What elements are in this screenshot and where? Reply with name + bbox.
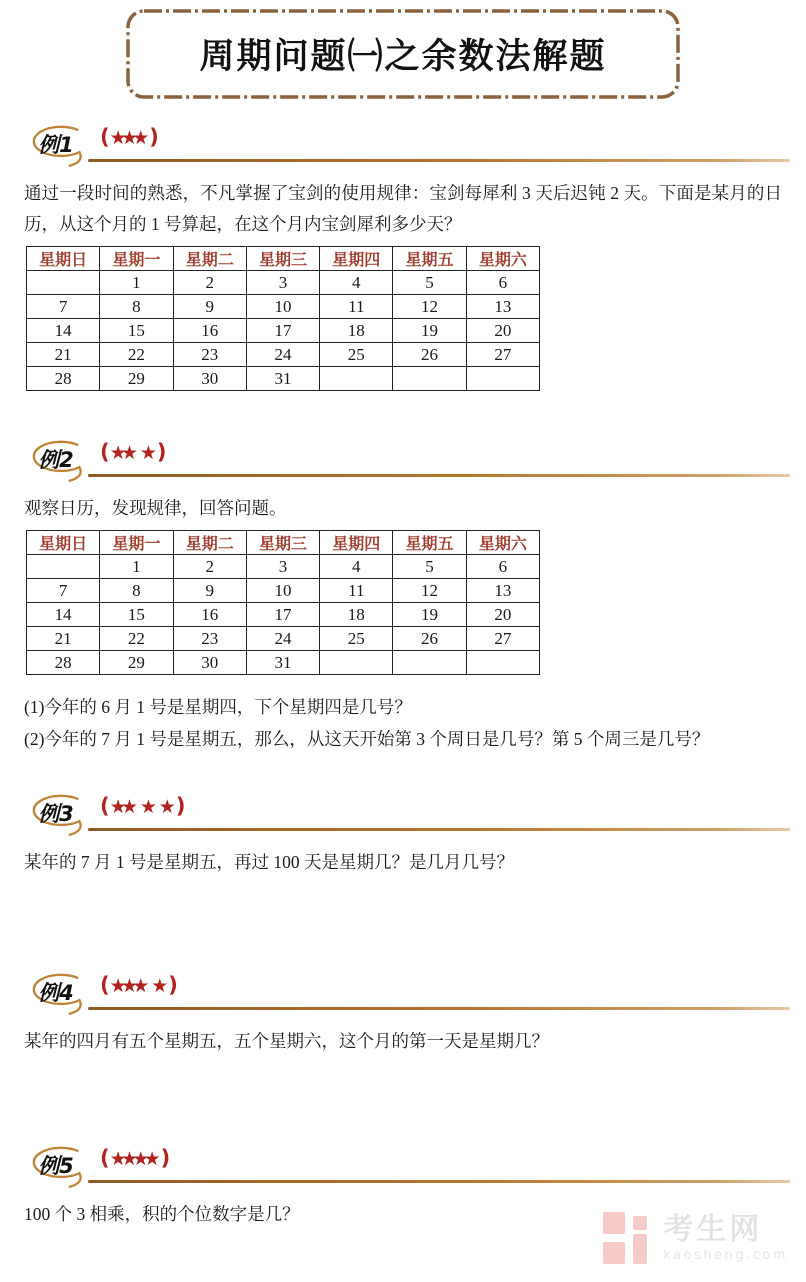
- calendar-cell: 4: [320, 555, 393, 579]
- page-title: 周期问题㈠之余数法解题: [199, 37, 607, 77]
- calendar-cell: 29: [100, 651, 173, 675]
- star-icon: ★★★: [109, 127, 144, 149]
- calendar-cell: 6: [466, 271, 539, 295]
- calendar-cell: 28: [27, 367, 100, 391]
- section-example-3: [24, 791, 782, 878]
- question-list: [24, 691, 782, 755]
- calendar-cell: 10: [246, 579, 319, 603]
- calendar-cell: 17: [246, 319, 319, 343]
- example-label: 例2: [38, 448, 74, 472]
- example-1-heading: [24, 122, 782, 168]
- calendar-header-cell: 星期四: [320, 531, 393, 555]
- calendar-cell: 21: [27, 343, 100, 367]
- calendar-cell: 6: [466, 555, 539, 579]
- question-2: (2)今年的 7 月 1 号是星期五，那么，从这天开始第 3 个周日是几号？第 5 个周三是几号？: [24, 729, 710, 749]
- calendar-cell: 23: [173, 343, 246, 367]
- calendar-cell: 7: [27, 579, 100, 603]
- calendar-row: [27, 579, 540, 603]
- calendar-cell: 7: [27, 295, 100, 319]
- problem-text: 100 个 3 相乘，积的个位数字是几？: [24, 1204, 300, 1224]
- section-example-1: [24, 122, 782, 391]
- calendar-header-cell: 星期三: [246, 247, 319, 271]
- page-content: [0, 8, 806, 1230]
- title-box: [125, 8, 681, 100]
- calendar-row: [27, 271, 540, 295]
- star-icon: ★★★★: [109, 1148, 155, 1170]
- star-icon: ★: [139, 796, 152, 818]
- difficulty-rating: (★★ ★ ★ ): [100, 794, 186, 818]
- calendar-header-cell: 星期三: [246, 531, 319, 555]
- calendar-cell: 12: [393, 295, 466, 319]
- calendar-table: [26, 246, 540, 391]
- calendar-cell: 26: [393, 627, 466, 651]
- calendar-cell: 2: [173, 555, 246, 579]
- calendar-cell: 5: [393, 271, 466, 295]
- calendar-row: [27, 627, 540, 651]
- calendar-header-cell: 星期六: [466, 247, 539, 271]
- watermark-site-url: kaosheng.com: [663, 1248, 788, 1263]
- calendar-header-cell: 星期六: [466, 531, 539, 555]
- calendar-cell: 11: [320, 579, 393, 603]
- calendar-cell: 19: [393, 319, 466, 343]
- calendar-header-cell: 星期二: [173, 531, 246, 555]
- question-1: (1)今年的 6 月 1 号是星期四，下个星期四是几号？: [24, 697, 412, 717]
- calendar-header-cell: 星期日: [27, 531, 100, 555]
- calendar-cell: [27, 271, 100, 295]
- star-icon: ★: [158, 796, 171, 818]
- problem-text: 观察日历，发现规律，回答问题。: [24, 498, 287, 518]
- calendar-cell: 2: [173, 271, 246, 295]
- calendar-header-cell: 星期五: [393, 531, 466, 555]
- calendar-cell: 15: [100, 603, 173, 627]
- calendar-cell: 26: [393, 343, 466, 367]
- example-label: 例5: [38, 1154, 74, 1178]
- calendar-cell: 16: [173, 603, 246, 627]
- difficulty-rating: (★★★ ★ ): [100, 973, 178, 997]
- calendar-cell: 9: [173, 295, 246, 319]
- calendar-cell: 28: [27, 651, 100, 675]
- calendar-cell: 21: [27, 627, 100, 651]
- calendar-cell: 13: [466, 579, 539, 603]
- star-icon: ★★: [109, 442, 133, 464]
- calendar-cell: 24: [246, 343, 319, 367]
- calendar-cell: 24: [246, 627, 319, 651]
- calendar-cell: 25: [320, 343, 393, 367]
- star-icon: ★★★: [109, 975, 144, 997]
- calendar-cell: 29: [100, 367, 173, 391]
- example-label: 例1: [38, 133, 74, 157]
- worksheet-page: [0, 8, 806, 1282]
- calendar-cell: 20: [466, 603, 539, 627]
- example-label-bubble: [26, 970, 94, 1016]
- example-label: 例3: [38, 802, 74, 826]
- calendar-cell: 1: [100, 555, 173, 579]
- calendar-cell: 14: [27, 319, 100, 343]
- watermark-text: [663, 1213, 788, 1263]
- calendar-header-cell: 星期二: [173, 247, 246, 271]
- calendar-cell: 31: [246, 367, 319, 391]
- calendar-cell: 17: [246, 603, 319, 627]
- watermark-site-name: 考生网: [663, 1212, 763, 1247]
- section-rule: [88, 1180, 790, 1183]
- problem-text: 某年的 7 月 1 号是星期五，再过 100 天是星期几？是几月几号？: [24, 852, 514, 872]
- example-4-heading: [24, 970, 782, 1016]
- watermark: [603, 1210, 788, 1266]
- difficulty-rating: (★★ ★ ): [100, 440, 167, 464]
- calendar-row: [27, 295, 540, 319]
- difficulty-rating: (★★★ ): [100, 125, 159, 149]
- calendar-header-cell: 星期四: [320, 247, 393, 271]
- calendar-header-cell: 星期一: [100, 247, 173, 271]
- example-label-bubble: [26, 437, 94, 483]
- calendar-cell: 27: [466, 627, 539, 651]
- calendar-table: [26, 530, 540, 675]
- calendar-cell: 19: [393, 603, 466, 627]
- section-rule: [88, 1007, 790, 1010]
- calendar-cell: 31: [246, 651, 319, 675]
- calendar-cell: 30: [173, 367, 246, 391]
- calendar-cell: 10: [246, 295, 319, 319]
- example-2-heading: [24, 437, 782, 483]
- calendar-row: [27, 367, 540, 391]
- calendar-cell: 22: [100, 343, 173, 367]
- problem-text: 通过一段时间的熟悉，不凡掌握了宝剑的使用规律：宝剑每犀利 3 天后迟钝 2 天。下面是某月的日历，从这个月的 1 号算起，在这个月内宝剑犀利多少天？: [24, 183, 782, 234]
- problem-text: 某年的四月有五个星期五，五个星期六，这个月的第一天是星期几？: [24, 1031, 549, 1051]
- calendar-row: [27, 651, 540, 675]
- calendar-cell: 5: [393, 555, 466, 579]
- calendar-cell: 15: [100, 319, 173, 343]
- calendar-cell: 16: [173, 319, 246, 343]
- calendar-cell: [27, 555, 100, 579]
- calendar-cell: 20: [466, 319, 539, 343]
- calendar-cell: 3: [246, 555, 319, 579]
- calendar-header-cell: 星期日: [27, 247, 100, 271]
- calendar-row: [27, 343, 540, 367]
- section-rule: [88, 828, 790, 831]
- calendar-cell: 30: [173, 651, 246, 675]
- calendar-cell: 9: [173, 579, 246, 603]
- star-icon: ★: [151, 975, 163, 997]
- calendar-cell: 8: [100, 295, 173, 319]
- difficulty-rating: (★★★★ ): [100, 1146, 171, 1170]
- example-3-heading: [24, 791, 782, 837]
- calendar-row: [27, 603, 540, 627]
- example-5-heading: [24, 1143, 782, 1189]
- calendar-cell: [466, 367, 539, 391]
- example-label-bubble: [26, 791, 94, 837]
- calendar-cell: 12: [393, 579, 466, 603]
- calendar-cell: [320, 367, 393, 391]
- calendar-row: [27, 319, 540, 343]
- section-example-4: [24, 970, 782, 1057]
- calendar-cell: 23: [173, 627, 246, 651]
- section-rule: [88, 474, 790, 477]
- calendar-cell: 18: [320, 319, 393, 343]
- star-icon: ★: [139, 442, 152, 464]
- calendar-header-cell: 星期一: [100, 531, 173, 555]
- calendar-cell: [393, 651, 466, 675]
- calendar-row: [27, 555, 540, 579]
- example-label-bubble: [26, 1143, 94, 1189]
- example-label: 例4: [38, 981, 74, 1005]
- kaosheng-logo-icon: [603, 1210, 651, 1266]
- calendar-cell: [393, 367, 466, 391]
- example-label-bubble: [26, 122, 94, 168]
- section-rule: [88, 159, 790, 162]
- star-icon: ★★: [109, 796, 133, 818]
- calendar-cell: 8: [100, 579, 173, 603]
- calendar-cell: 27: [466, 343, 539, 367]
- calendar-header-cell: 星期五: [393, 247, 466, 271]
- calendar-cell: 11: [320, 295, 393, 319]
- calendar-cell: 14: [27, 603, 100, 627]
- calendar-cell: 4: [320, 271, 393, 295]
- calendar-cell: [466, 651, 539, 675]
- calendar-cell: 18: [320, 603, 393, 627]
- calendar-cell: 13: [466, 295, 539, 319]
- calendar-cell: 3: [246, 271, 319, 295]
- calendar-cell: 1: [100, 271, 173, 295]
- calendar-cell: 22: [100, 627, 173, 651]
- calendar-cell: 25: [320, 627, 393, 651]
- calendar-cell: [320, 651, 393, 675]
- section-example-2: [24, 437, 782, 755]
